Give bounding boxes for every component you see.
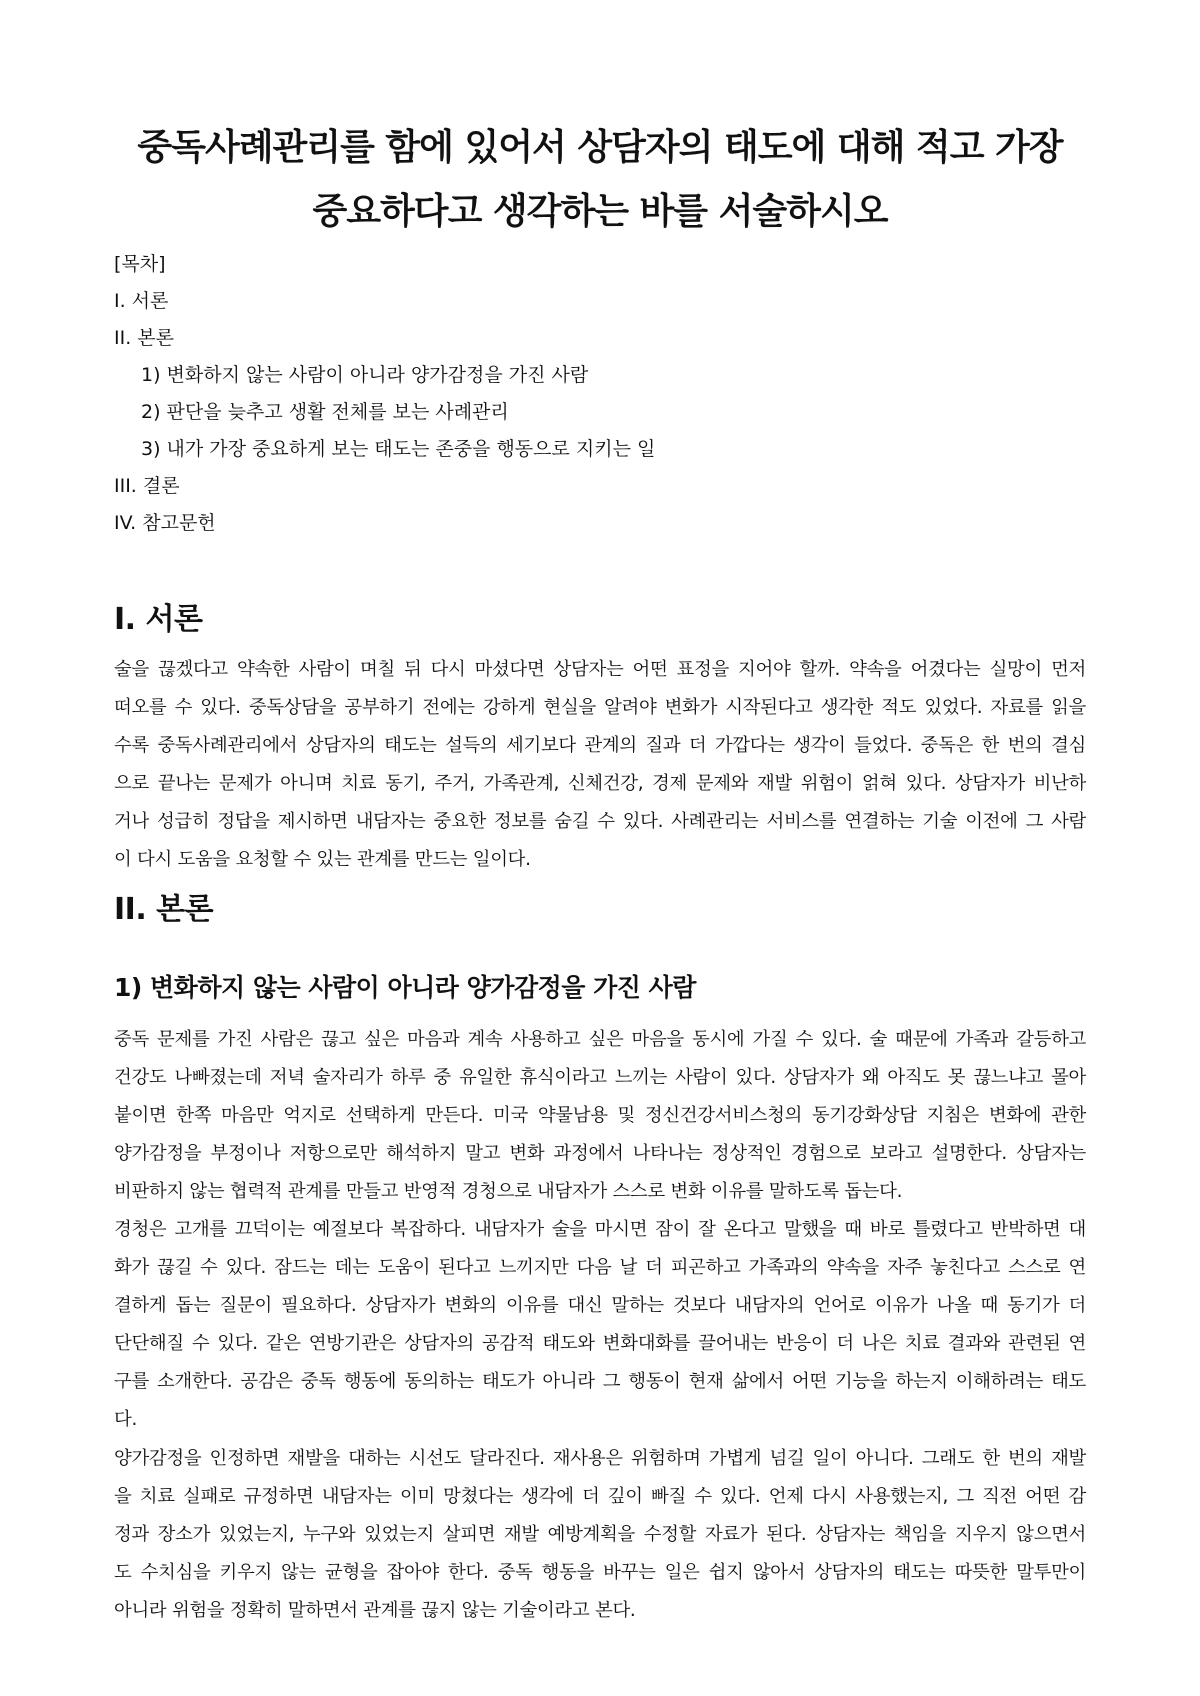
paragraph-line: 구를 소개한다. 공감은 중독 행동에 동의하는 태도가 아니라 그 행동이 현재 삶에서 어떤 기능을 하는지 이해하려는 태도	[114, 1371, 1086, 1392]
paragraph-line: 술을 끊겠다고 약속한 사람이 며칠 뒤 다시 마셨다면 상담자는 어떤 표정을 지어야 할까. 약속을 어겼다는 실망이 먼저	[114, 659, 1086, 680]
paragraph-line: 아니라 위험을 정확히 말하면서 관계를 끊지 않는 기술이라고 본다.	[114, 1600, 636, 1621]
paragraph-line: 건강도 나빠졌는데 저녁 술자리가 하루 중 유일한 휴식이라고 느끼는 사람이 있다. 상담자가 왜 아직도 못 끊느냐고 몰아	[114, 1067, 1086, 1088]
toc-item-intro: I. 서론	[114, 290, 169, 312]
document-title	[90, 116, 1110, 244]
paragraph-line: 양가감정을 인정하면 재발을 대하는 시선도 달라진다. 재사용은 위험하며 가볍게 넘길 일이 아니다. 그래도 한 번의 재발	[114, 1448, 1086, 1469]
paragraph-line: 결하게 돕는 질문이 필요하다. 상담자가 변화의 이유를 대신 말하는 것보다 내담자의 언어로 이유가 나올 때 동기가 더	[114, 1295, 1086, 1316]
paragraph-line: 경청은 고개를 끄덕이는 예절보다 복잡하다. 내담자가 술을 마시면 잠이 잘 온다고 말했을 때 바로 틀렸다고 반박하면 대	[114, 1219, 1086, 1240]
body-paragraph-1	[114, 1021, 1086, 1211]
section-heading-body: II. 본론	[114, 892, 214, 927]
paragraph-line: 정과 장소가 있었는지, 누구와 있었는지 살피면 재발 예방계획을 수정할 자료가 된다. 상담자는 책임을 지우지 않으면서	[114, 1524, 1086, 1545]
paragraph-line: 수록 중독사례관리에서 상담자의 태도는 설득의 세기보다 관계의 질과 더 가깝다는 생각이 들었다. 중독은 한 번의 결심	[114, 735, 1086, 756]
toc-item-references: IV. 참고문헌	[114, 512, 216, 534]
paragraph-line: 거나 성급히 정답을 제시하면 내담자는 중요한 정보를 숨길 수 있다. 사례관리는 서비스를 연결하는 기술 이전에 그 사람	[114, 811, 1086, 832]
paragraph-line: 도 수치심을 키우지 않는 균형을 잡아야 한다. 중독 행동을 바꾸는 일은 쉽지 않아서 상담자의 태도는 따뜻한 말투만이	[114, 1562, 1086, 1583]
title-line-2: 중요하다고 생각하는 바를 서술하시오	[312, 191, 888, 232]
toc-heading: [목차]	[114, 253, 166, 275]
paragraph-line: 양가감정을 부정이나 저항으로만 해석하지 말고 변화 과정에서 나타나는 정상적인 경험으로 보라고 설명한다. 상담자는	[114, 1143, 1086, 1164]
intro-paragraph	[114, 651, 1086, 879]
paragraph-line: 중독 문제를 가진 사람은 끊고 싶은 마음과 계속 사용하고 싶은 마음을 동시에 가질 수 있다. 술 때문에 가족과 갈등하고	[114, 1029, 1086, 1050]
paragraph-line: 떠오를 수 있다. 중독상담을 공부하기 전에는 강하게 현실을 알려야 변화가 시작된다고 생각한 적도 있었다. 자료를 읽을	[114, 697, 1086, 718]
paragraph-line: 붙이면 한쪽 마음만 억지로 선택하게 만든다. 미국 약물남용 및 정신건강서비스청의 동기강화상담 지침은 변화에 관한	[114, 1105, 1086, 1126]
toc-item-body-1: 1) 변화하지 않는 사람이 아니라 양가감정을 가진 사람	[141, 364, 589, 386]
title-line-1: 중독사례관리를 함에 있어서 상담자의 태도에 대해 적고 가장	[137, 127, 1063, 168]
paragraph-line: 다.	[114, 1409, 138, 1430]
toc-item-body-2: 2) 판단을 늦추고 생활 전체를 보는 사례관리	[141, 401, 509, 423]
paragraph-line: 화가 끊길 수 있다. 잠드는 데는 도움이 된다고 느끼지만 다음 날 더 피곤하고 가족과의 약속을 자주 놓친다고 스스로 연	[114, 1257, 1086, 1278]
paragraph-line: 이 다시 도움을 요청할 수 있는 관계를 만드는 일이다.	[114, 849, 531, 870]
paragraph-line: 비판하지 않는 협력적 관계를 만들고 반영적 경청으로 내담자가 스스로 변화 이유를 말하도록 돕는다.	[114, 1181, 903, 1202]
toc-item-body-3: 3) 내가 가장 중요하게 보는 태도는 존중을 행동으로 지키는 일	[141, 438, 656, 460]
toc-item-conclusion: III. 결론	[114, 475, 180, 497]
body-paragraph-3	[114, 1440, 1086, 1630]
body-paragraph-2	[114, 1211, 1086, 1439]
paragraph-line: 으로 끝나는 문제가 아니며 치료 동기, 주거, 가족관계, 신체건강, 경제 문제와 재발 위험이 얽혀 있다. 상담자가 비난하	[114, 773, 1086, 794]
section-heading-intro: I. 서론	[114, 602, 203, 637]
toc-item-body: II. 본론	[114, 327, 174, 349]
paragraph-line: 단단해질 수 있다. 같은 연방기관은 상담자의 공감적 태도와 변화대화를 끌어내는 반응이 더 나은 치료 결과와 관련된 연	[114, 1333, 1086, 1354]
paragraph-line: 을 치료 실패로 규정하면 내담자는 이미 망쳤다는 생각에 더 깊이 빠질 수 있다. 언제 다시 사용했는지, 그 직전 어떤 감	[114, 1486, 1086, 1507]
subsection-heading-1: 1) 변화하지 않는 사람이 아니라 양가감정을 가진 사람	[114, 973, 696, 1002]
